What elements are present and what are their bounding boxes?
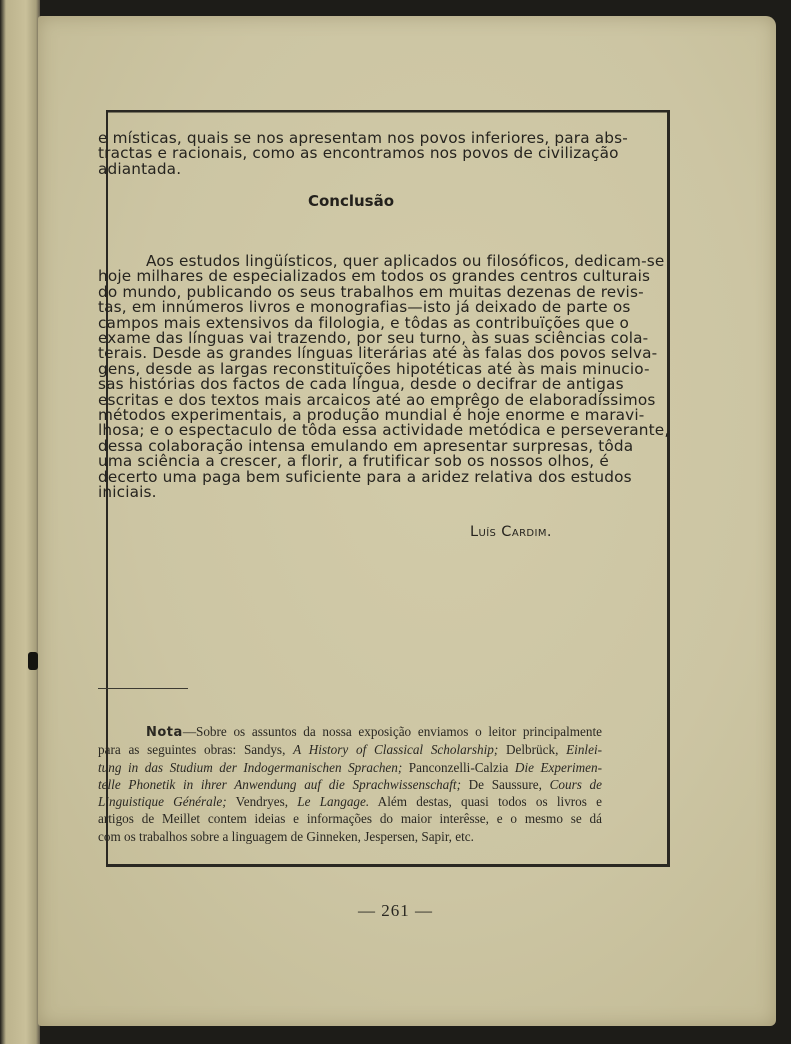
text-line: sas histórias dos factos de cada língua, desde o decifrar de antigas (98, 375, 624, 394)
text-line: lhosa; e o espectaculo de tôda essa actividade metódica e perseverante, (98, 421, 670, 440)
footnote-line (98, 828, 602, 845)
work-title: tung in das Studium der Indogermanischen Sprachen; (98, 759, 403, 775)
text-line: do mundo, publicando os seus trabalhos em muitas dezenas de revis- (98, 282, 644, 301)
text-line: decerto uma paga bem suficiente para a aridez relativa dos estudos (98, 467, 632, 486)
text-line: iniciais. (98, 483, 157, 502)
text-line: Aos estudos lingüísticos, quer aplicados ou filosóficos, dedicam-se (146, 252, 665, 270)
work-title: Die Experimen- (514, 759, 602, 775)
work-title: A History of Classical Scholarship; (293, 742, 499, 758)
footnote-text: Além destas, quasi todos os livros e (369, 794, 602, 810)
work-title: Einlei- (566, 742, 602, 758)
text-line: adiantada. (98, 159, 182, 178)
opening-paragraph (98, 129, 628, 178)
footnote-divider (98, 688, 188, 689)
work-title: Cours de (549, 776, 602, 792)
text-line: dessa colaboração intensa emulando em apresentar surpresas, tôda (98, 436, 634, 455)
ink-blot (28, 652, 38, 670)
footnote-line (98, 776, 602, 793)
text-line: hoje milhares de especializados em todos os grandes centros culturais (98, 267, 651, 286)
section-heading: Conclusão (307, 192, 395, 210)
text-line: tractas e racionais, como as encontramos nos povos de civilização (98, 144, 619, 163)
footnote-text: Vendryes, (226, 794, 298, 810)
text-line: terais. Desde as grandes línguas literárias até às falas dos povos selva- (98, 344, 658, 363)
adjacent-page-edge (0, 0, 40, 1044)
text-line: e místicas, quais se nos apresentam nos povos inferiores, para abs- (98, 129, 628, 147)
author-signature: Luís Cardim. (470, 524, 552, 540)
text-line: escritas e dos textos mais arcaicos até ao emprêgo de elaboradíssimos (98, 390, 656, 409)
work-title: Linguistique Générale; (98, 794, 227, 810)
footnote-line (98, 810, 602, 827)
text-line: métodos experimentais, a produção mundial é hoje enorme e maravi- (98, 406, 645, 425)
text-line: uma sciência a crescer, a florir, a frutificar sob os nossos olhos, é (98, 452, 609, 471)
text-line: gens, desde as largas reconstituïções hipotéticas até às mais minucio- (98, 359, 650, 378)
work-title: Le Langage. (297, 794, 370, 810)
conclusion-paragraph (98, 252, 670, 502)
footnote-text: —Sobre os assuntos da nossa exposição enviamos o leitor principalmente (182, 724, 602, 739)
footnote-line (98, 741, 602, 758)
text-line: exame das línguas vai trazendo, por seu turno, às suas sciências cola- (98, 329, 649, 348)
work-title: telle Phonetik in ihrer Anwendung auf die Sprachwissenschaft; (98, 776, 461, 792)
footnote-line (98, 723, 602, 741)
footnote-line (98, 759, 602, 776)
footnote-text: para as seguintes obras: Sandys, (98, 742, 294, 758)
footnote-text: Panconzelli-Calzia (402, 759, 515, 775)
footnote-text: com os trabalhos sobre a linguagem de Ginneken, Jespersen, Sapir, etc. (98, 828, 474, 844)
text-line: tas, em innúmeros livros e monografias—isto já deixado de parte os (98, 298, 631, 317)
text-line: campos mais extensivos da filologia, e tôdas as contribuïções que o (98, 313, 630, 332)
page-number: — 261 — (358, 901, 433, 920)
footnote-text: Delbrück, (498, 742, 567, 758)
footnote-label: Nota (146, 725, 183, 740)
footnote-text: De Saussure, (460, 776, 550, 792)
footnote (98, 723, 602, 845)
footnote-line (98, 793, 602, 810)
footnote-text: artigos de Meillet contem ideias e informações do maior interêsse, e o mesmo se dá (98, 811, 602, 827)
